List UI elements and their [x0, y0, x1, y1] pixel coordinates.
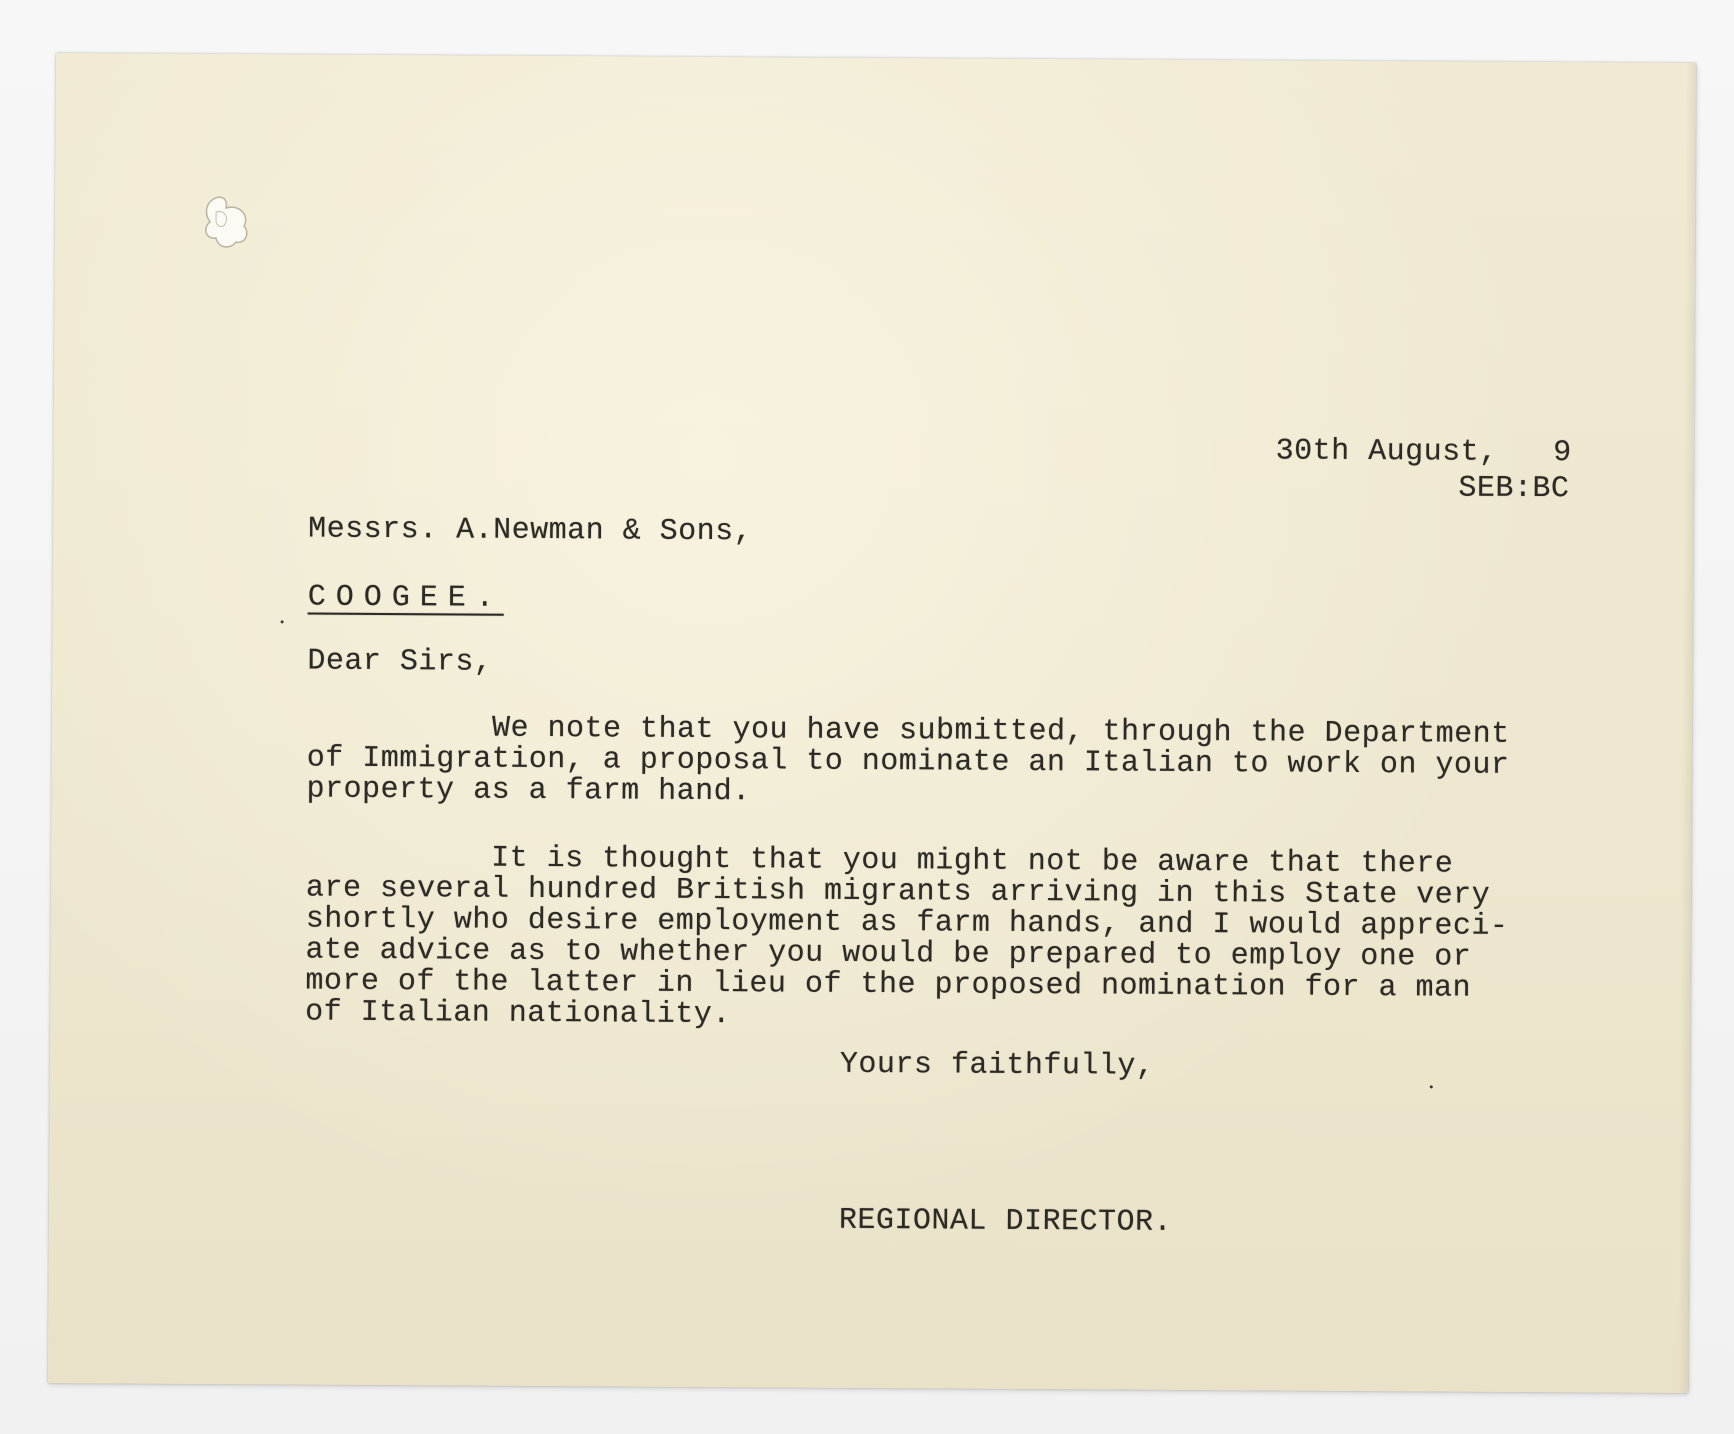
salutation: Dear Sirs,: [307, 644, 493, 680]
reference-code: SEB:BC: [1458, 471, 1570, 507]
body-paragraph-2: It is thought that you might not be aware that there are several hundred British migrants arriving in this State very shortly who desire employment as farm hands, and I would appreci- ate advice as to whether you would be prepared to employ one or more of the latter in lieu of the proposed nomination for a man of Italian nationality.: [305, 840, 1509, 1033]
closing: Yours faithfully,: [839, 1047, 1155, 1084]
letter-date: 30th August, 9: [1275, 434, 1572, 471]
letter-paper: [48, 53, 1696, 1393]
addressee-place: COOGEE.: [307, 580, 504, 616]
addressee: Messrs. A.Newman & Sons,: [308, 512, 753, 550]
letter-body: [48, 53, 1696, 1393]
signature-title: REGIONAL DIRECTOR.: [838, 1203, 1173, 1240]
body-paragraph-1: We note that you have submitted, through the Department of Immigration, a proposal to nominate an Italian to work on your property as a farm hand.: [306, 710, 1510, 810]
